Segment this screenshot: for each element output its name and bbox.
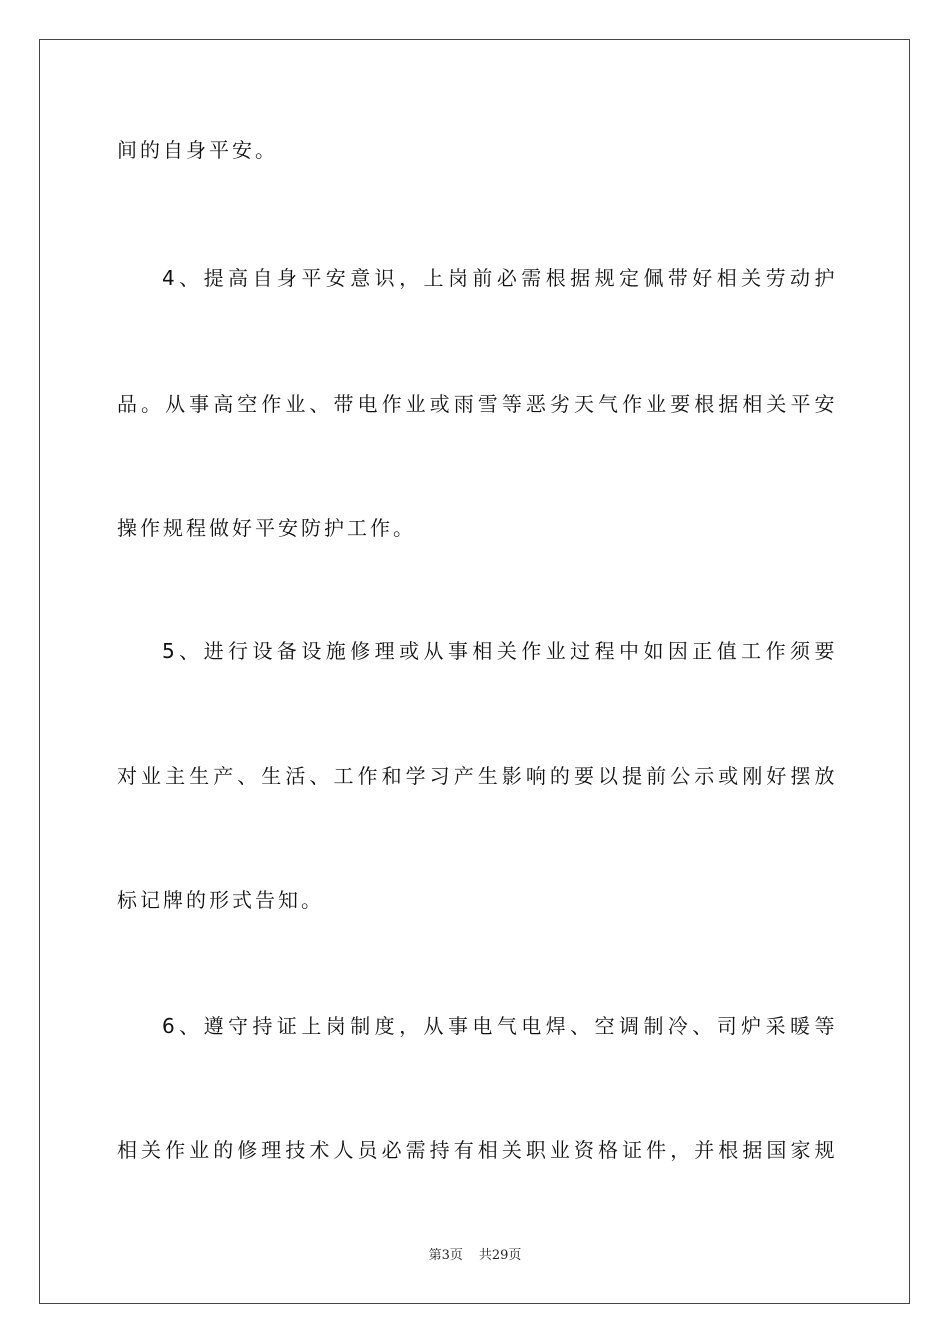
page-total: 共29页 [478, 1248, 522, 1263]
page-border [39, 39, 910, 1304]
page-footer [0, 1247, 950, 1265]
body-line-6: 对业主生产、生活、工作和学习产生影响的要以提前公示或刚好摆放 [117, 764, 835, 788]
body-line-1: 间的自身平安。 [117, 138, 278, 162]
page-number: 第3页 [428, 1248, 463, 1263]
body-line-8: 6、遵守持证上岗制度，从事电气电焊、空调制冷、司炉采暖等 [162, 1014, 835, 1038]
body-line-9: 相关作业的修理技术人员必需持有相关职业资格证件，并根据国家规 [117, 1138, 835, 1162]
body-line-4: 操作规程做好平安防护工作。 [117, 516, 416, 540]
body-line-2: 4、提高自身平安意识，上岗前必需根据规定佩带好相关劳动护 [162, 266, 835, 290]
body-line-5: 5、进行设备设施修理或从事相关作业过程中如因正值工作须要 [162, 639, 835, 663]
body-line-7: 标记牌的形式告知。 [117, 888, 324, 912]
body-line-3: 品。从事高空作业、带电作业或雨雪等恶劣天气作业要根据相关平安 [117, 392, 835, 416]
